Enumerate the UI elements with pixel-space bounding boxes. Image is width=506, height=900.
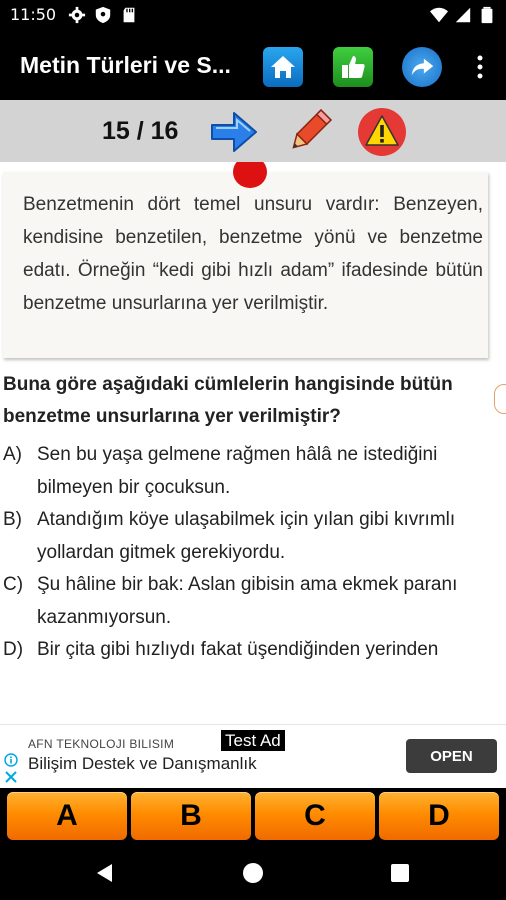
- ad-banner[interactable]: [0, 724, 506, 788]
- signal-icon: [454, 6, 472, 24]
- app-bar: [0, 30, 506, 100]
- answer-c-button[interactable]: C: [255, 792, 375, 840]
- status-bar: [0, 0, 506, 30]
- ad-open-button[interactable]: OPEN: [406, 739, 497, 773]
- option-a: [3, 439, 503, 504]
- option-d: [3, 634, 503, 667]
- wifi-icon: [430, 6, 448, 24]
- option-c: [3, 569, 503, 634]
- option-text: Sen bu yaşa gelmene rağmen hâlâ ne istediğini bilmeyen bir çocuksun.: [37, 444, 438, 498]
- thumbs-up-icon: [338, 52, 368, 82]
- option-text: Şu hâline bir bak: Aslan gibisin ama ekmek paranı kazanmıyorsun.: [37, 574, 458, 628]
- option-letter: D): [3, 639, 24, 660]
- pencil-icon[interactable]: [283, 106, 335, 158]
- home-button[interactable]: [263, 47, 303, 87]
- option-letter: C): [3, 574, 24, 595]
- page-counter: 15 / 16: [102, 117, 179, 145]
- status-time: 11:50: [10, 5, 57, 24]
- back-icon[interactable]: [94, 862, 116, 884]
- system-nav-bar: [0, 844, 506, 900]
- recents-icon[interactable]: [389, 862, 411, 884]
- battery-icon: [478, 6, 496, 24]
- warning-icon[interactable]: [356, 106, 408, 158]
- answer-b-button[interactable]: B: [131, 792, 251, 840]
- sd-card-icon: [120, 6, 138, 24]
- more-vert-icon[interactable]: [470, 52, 490, 82]
- share-arrow-icon: [408, 53, 436, 81]
- home-icon: [268, 52, 298, 82]
- option-letter: A): [3, 444, 22, 465]
- ad-title: Bilişim Destek ve Danışmanlık: [28, 754, 257, 773]
- ad-close-icon[interactable]: [5, 771, 17, 783]
- option-b: [3, 504, 503, 569]
- passage-text: Benzetmenin dört temel unsuru vardır: Benzeyen, kendisine benzetilen, benzetme yönü ve benzetme edatı. Örneğin “kedi gibi hızlı adam” ifadesinde bütün benzetme unsurlarına yer verilmiştir.: [23, 194, 483, 314]
- option-letter: B): [3, 509, 22, 530]
- question-toolbar: [0, 100, 506, 162]
- app-title: Metin Türleri ve S...: [20, 52, 231, 78]
- ad-advertiser: AFN TEKNOLOJI BILISIM: [28, 737, 175, 751]
- question-content: [0, 162, 506, 724]
- settings-gear-icon: [68, 6, 86, 24]
- ad-info-icon[interactable]: [4, 753, 18, 767]
- option-text: Atandığım köye ulaşabilmek için yılan gibi kıvrımlı yollardan gitmek gerekiyordu.: [37, 509, 456, 563]
- next-arrow-icon[interactable]: [208, 106, 260, 158]
- answer-a-button[interactable]: A: [7, 792, 127, 840]
- option-text: Bir çita gibi hızlıydı fakat üşendiğinden yerinden: [37, 639, 439, 660]
- passage-card: [3, 172, 488, 358]
- options-list: [3, 439, 503, 667]
- share-button[interactable]: [402, 47, 442, 87]
- home-circle-icon[interactable]: [242, 862, 264, 884]
- answer-bar: [0, 788, 506, 844]
- shield-icon: [94, 6, 112, 24]
- question-text: Buna göre aşağıdaki cümlelerin hangisinde bütün benzetme unsurlarına yer verilmiştir?: [3, 374, 453, 427]
- answer-d-button[interactable]: D: [379, 792, 499, 840]
- test-ad-label: Test Ad: [221, 730, 285, 751]
- like-button[interactable]: [333, 47, 373, 87]
